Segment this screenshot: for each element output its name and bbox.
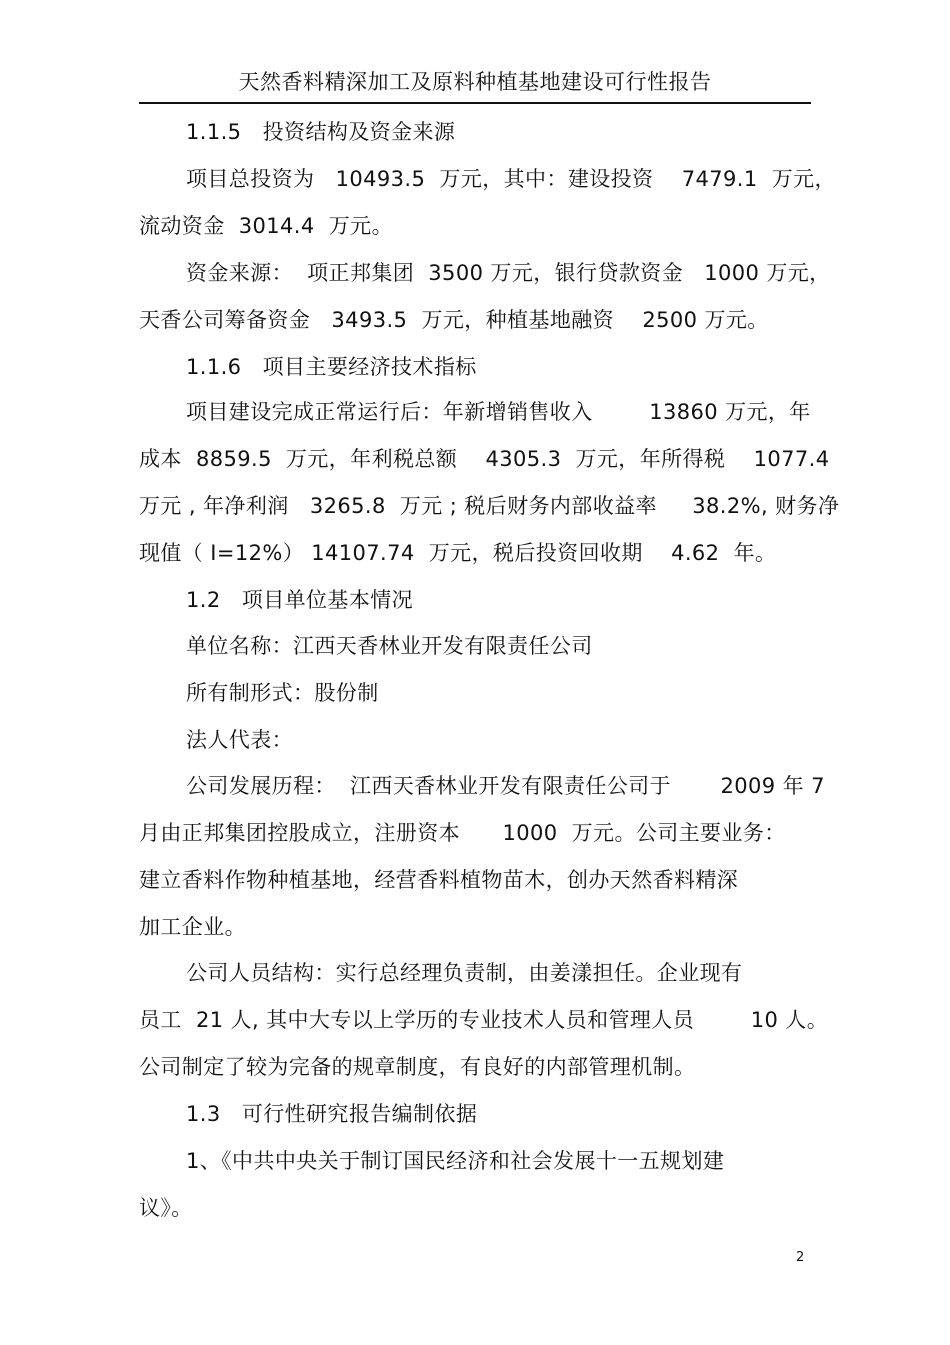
paragraph-line: 公司制定了较为完备的规章制度，有良好的内部管理机制。 (139, 1055, 696, 1079)
legal-representative-line: 法人代表： (186, 728, 293, 752)
paragraph-line: 公司发展历程： 江西天香林业开发有限责任公司于 2009 年 7 (186, 774, 825, 798)
list-item-continuation: 议》。 (139, 1196, 193, 1220)
paragraph-line: 现值（ I=12%） 14107.74 万元，税后投资回收期 4.62 年。 (139, 541, 777, 565)
paragraph-line: 公司人员结构：实行总经理负责制，由姜漾担任。企业现有 (186, 961, 743, 985)
paragraph-line: 项目建设完成正常运行后：年新增销售收入 13860 万元，年 (186, 400, 811, 424)
section-heading-1-2: 1.2 项目单位基本情况 (186, 588, 414, 612)
unit-name-line: 单位名称：江西天香林业开发有限责任公司 (186, 634, 593, 658)
paragraph-line: 加工企业。 (139, 915, 246, 939)
ownership-line: 所有制形式：股份制 (186, 681, 379, 705)
section-heading-1-3: 1.3 可行性研究报告编制依据 (186, 1102, 478, 1126)
section-heading-1-1-5: 1.1.5 投资结构及资金来源 (186, 120, 456, 144)
list-item: 1、《中共中央关于制订国民经济和社会发展十一五规划建 (186, 1149, 725, 1173)
header-title: 天然香料精深加工及原料种植基地建设可行性报告 (238, 70, 712, 94)
paragraph-line: 项目总投资为 10493.5 万元，其中：建设投资 7479.1 万元， (186, 167, 836, 191)
paragraph-line: 资金来源： 项正邦集团 3500 万元，银行贷款资金 1000 万元， (186, 261, 831, 285)
header-divider (139, 102, 811, 104)
page-number: 2 (796, 1250, 805, 1265)
paragraph-line: 员工 21 人, 其中大专以上学历的专业技术人员和管理人员 10 人。 (139, 1008, 829, 1032)
paragraph-line: 月由正邦集团控股成立，注册资本 1000 万元。公司主要业务： (139, 821, 786, 845)
paragraph-line: 建立香料作物种植基地，经营香料植物苗木，创办天然香料精深 (139, 868, 739, 892)
paragraph-line: 万元 , 年净利润 3265.8 万元 ; 税后财务内部收益率 38.2%, 财务净 (139, 494, 840, 518)
paragraph-line: 流动资金 3014.4 万元。 (139, 214, 393, 238)
paragraph-line: 天香公司筹备资金 3493.5 万元，种植基地融资 2500 万元。 (139, 308, 769, 332)
paragraph-line: 成本 8859.5 万元，年利税总额 4305.3 万元，年所得税 1077.4 (139, 447, 830, 471)
section-heading-1-1-6: 1.1.6 项目主要经济技术指标 (186, 355, 477, 379)
